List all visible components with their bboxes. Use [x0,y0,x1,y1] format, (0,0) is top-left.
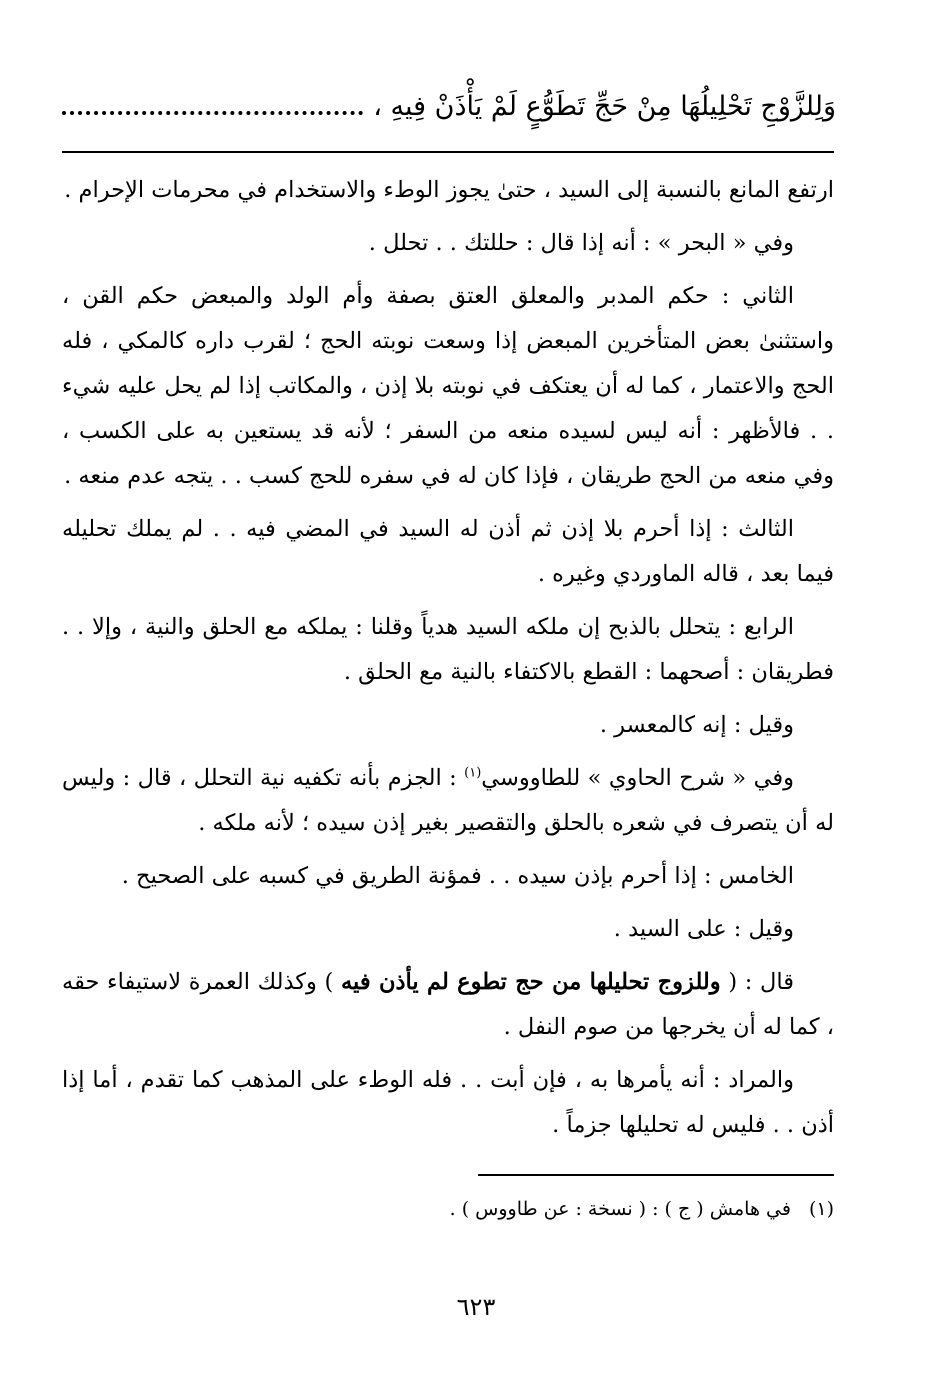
paragraph: الثاني : حكم المدبر والمعلق العتق بصفة وأم الولد والمبعض حكم القن ، واستثنىٰ بعض المتأخرين المبعض إذا وسعت نوبته الحج ؛ لقرب داره كالمكي ، فله الحج والاعتمار ، كما له أن يعتكف في نوبته بلا إذن ، والمكاتب إذا لم يحل عليه شيء . . فالأظهر : أنه ليس لسيده منعه من السفر ؛ لأنه قد يستعين به على الكسب ، وفي منعه من الحج طريقان ، فإذا كان له في سفره للحج كسب . . يتجه عدم منعه . [62,283,834,489]
paragraph: الثالث : إذا أحرم بلا إذن ثم أذن له السيد في المضي فيه . . لم يملك تحليله فيما بعد ، قاله الماوردي وغيره . [62,516,834,587]
paragraph: الرابع : يتحلل بالذبح إن ملكه السيد هدياً وقلنا : يملكه مع الحلق والنية ، وإلا . . فطريقان : أصحهما : القطع بالاكتفاء بالنية مع الحلق . [62,614,834,685]
paragraph: ارتفع المانع بالنسبة إلى السيد ، حتىٰ يجوز الوطء والاستخدام في محرمات الإحرام . [64,177,834,203]
paragraph: والمراد : أنه يأمرها به ، فإن أبت . . فله الوطء على المذهب كما تقدم ، أما إذا أذن . . فليس له تحليلها جزماً . [62,1067,834,1138]
footnote-text: في هامش ( ج ) : ( نسخة : عن طاووس ) . [449,1198,791,1220]
header-rule [62,151,834,153]
paragraph: وقيل : إنه كالمعسر . [599,712,794,738]
footnote [200,1192,834,1226]
qala-prefix: قال : ( [720,969,794,995]
paragraph: وفي « البحر » : أنه إذا قال : حللتك . . تحلل . [368,230,794,256]
header-dot-leader [62,97,363,115]
paragraph: الخامس : إذا أحرم بإذن سيده . . فمؤنة الطريق في كسبه على الصحيح . [121,863,794,889]
matn-quote: وللزوج تحليلها من حج تطوع لم يأذن فيه [340,969,721,995]
page-number: ٦٢٣ [456,1293,496,1321]
footnote-number: (١) [808,1198,834,1220]
paragraph-sharh [62,756,834,846]
paragraph: وقيل : على السيد . [613,916,794,942]
sharh-lead: وفي « شرح الحاوي » للطاووسي [481,765,794,791]
header-title: وَلِلزَّوْجِ تَحْلِيلُهَا مِنْ حَجِّ تَطَوُّعٍ لَمْ يَأْذَنْ فِيهِ ، [373,90,836,122]
footnote-rule [478,1174,834,1176]
main-text [62,168,834,1156]
sharh-rest: : الجزم بأنه تكفيه نية التحلل ، قال : وليس له أن يتصرف في شعره بالحلق والتقصير بغير إذن سيده ؛ لأنه ملكه . [62,765,834,836]
qala-suffix: ) وكذلك العمرة لاستيفاء حقه ، كما له أن يخرجها من صوم النفل . [62,969,834,1040]
running-header [62,78,836,134]
paragraph-qala [62,960,834,1050]
footnote-ref: (١) [464,765,482,781]
